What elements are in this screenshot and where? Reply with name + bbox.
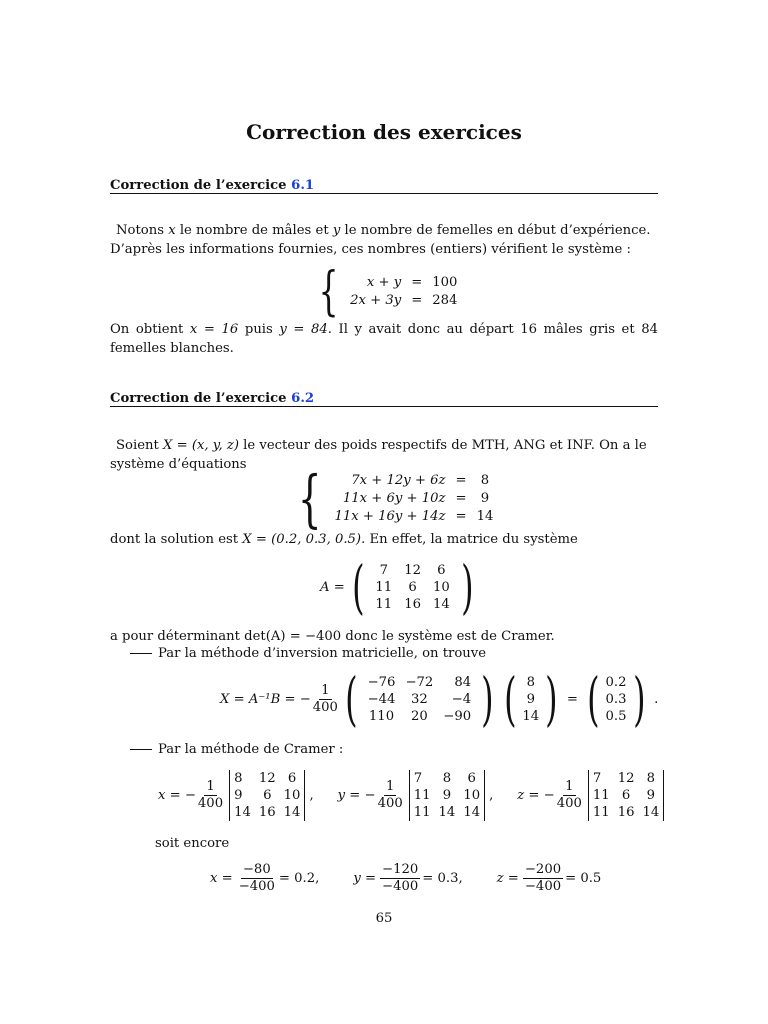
cell: −76	[367, 674, 396, 690]
section-rule	[110, 406, 658, 407]
cell: 0.5	[605, 708, 627, 724]
fraction	[555, 779, 584, 812]
eq-sign: =	[411, 293, 423, 308]
period: .	[654, 691, 659, 707]
comma: ,	[489, 788, 494, 803]
exercise-link-6-2[interactable]: 6.2	[291, 391, 315, 406]
left-paren: (	[503, 665, 517, 733]
cell: 12	[617, 771, 635, 786]
cell: 14	[463, 805, 481, 820]
section-rule	[110, 193, 658, 194]
cell: −72	[405, 674, 434, 690]
math: z =	[496, 871, 519, 886]
right-paren: )	[632, 665, 646, 733]
cell: 0.2	[605, 674, 627, 690]
text: Soient	[116, 438, 159, 453]
cell: 11	[413, 805, 431, 820]
system-table	[345, 274, 462, 310]
vector-X	[605, 674, 628, 725]
denominator: 400	[556, 796, 582, 811]
em-dash	[130, 749, 152, 750]
cell: 32	[410, 691, 428, 707]
cell: 6	[263, 788, 272, 803]
rhs: 100	[432, 275, 458, 290]
denominator: 400	[197, 796, 224, 811]
denominator: −400	[382, 879, 419, 894]
matrix-A-display	[320, 553, 478, 621]
math: X = (x, y, z)	[163, 438, 239, 453]
cell: 14	[522, 708, 540, 724]
comma: ,	[309, 788, 314, 803]
denominator: 400	[312, 699, 338, 715]
system-row	[329, 490, 498, 508]
numerator: −120	[382, 862, 419, 877]
cell: 16	[258, 805, 276, 820]
math: X = (0.2, 0.3, 0.5).	[242, 532, 366, 547]
ex1-paragraph-1	[110, 221, 658, 259]
cell: 8	[442, 771, 452, 786]
right-paren: )	[481, 665, 494, 733]
cell: 12	[258, 771, 276, 786]
cell: −4	[451, 691, 472, 707]
determinant-y	[409, 770, 485, 821]
text: D’après les informations fournies, ces nombres (entiers) vérifient le système :	[110, 242, 631, 257]
ex1-system	[312, 262, 462, 322]
cell: 14	[234, 805, 251, 820]
rhs: 9	[480, 491, 490, 506]
final-values	[210, 862, 601, 895]
cell: 9	[526, 691, 535, 707]
math: det(A) = −400	[244, 629, 342, 644]
math: x = −	[158, 788, 196, 803]
cell: 10	[432, 579, 450, 595]
ex2-paragraph-2	[110, 530, 658, 549]
cell: 11	[375, 579, 393, 595]
cell: 8	[234, 771, 243, 786]
math: x =	[210, 871, 233, 886]
cell: 16	[404, 596, 421, 612]
text: le nombre de mâles et	[179, 223, 329, 238]
math-var: x	[168, 223, 176, 238]
text: donc le système est de Cramer.	[345, 629, 555, 644]
cell: 11	[592, 805, 610, 820]
fraction	[311, 683, 340, 716]
text: système d’équations	[110, 457, 247, 472]
cell: 9	[234, 788, 243, 803]
cell: 11	[592, 788, 610, 803]
matrix-label: A =	[320, 579, 345, 595]
ex2-system	[290, 462, 498, 535]
right-paren: )	[545, 665, 558, 733]
text: On obtient	[110, 322, 184, 337]
denominator: −400	[238, 879, 275, 894]
vector-B	[521, 674, 540, 725]
denominator: −400	[524, 879, 562, 894]
left-brace: {	[318, 262, 339, 322]
numerator: 1	[565, 779, 574, 794]
rhs: 284	[432, 293, 458, 308]
result: = 0.2,	[278, 871, 320, 886]
denominator: 400	[377, 796, 403, 811]
fraction	[237, 862, 277, 895]
numerator: 1	[206, 779, 215, 794]
cell: 6	[437, 562, 446, 578]
cell: 11	[375, 596, 393, 612]
ex2-paragraph-3	[110, 627, 658, 646]
soit-encore: soit encore	[155, 836, 230, 851]
math: z = −	[517, 788, 555, 803]
left-paren: (	[345, 665, 358, 733]
text: Notons	[116, 223, 164, 238]
section-heading-6-1	[110, 178, 658, 193]
lhs: 2x + 3y	[350, 293, 402, 308]
lhs: 11x + 16y + 14z	[334, 509, 446, 524]
system-row	[345, 274, 462, 292]
cell: 8	[646, 771, 656, 786]
rhs: 8	[480, 473, 490, 488]
text: puis	[244, 322, 273, 337]
math: x = 16	[189, 322, 239, 337]
text: Par la méthode de Cramer :	[158, 742, 344, 757]
cell: 8	[526, 674, 535, 690]
cell: 6	[408, 579, 417, 595]
system-row	[345, 292, 462, 310]
text: le nombre de femelles en début d’expérience.	[344, 223, 651, 238]
section-label: Correction de l’exercice	[110, 391, 287, 406]
cell: 110	[368, 708, 395, 724]
cell: −44	[367, 691, 396, 707]
section-heading-6-2	[110, 391, 658, 406]
page-number: 65	[375, 911, 393, 926]
left-paren: (	[586, 665, 600, 733]
numerator: 1	[385, 779, 395, 794]
inversion-equation	[220, 665, 659, 733]
right-paren: )	[460, 553, 474, 621]
cell: 11	[413, 788, 431, 803]
list-item-inversion	[130, 646, 486, 661]
text: le vecteur des poids respectifs de MTH, ANG et INF. On a le	[243, 438, 647, 453]
text: En effet, la matrice du système	[369, 532, 578, 547]
numerator: −80	[242, 862, 271, 877]
cell: −90	[443, 708, 472, 724]
math: y = −	[337, 788, 376, 803]
cell: 6	[621, 788, 631, 803]
text: Par la méthode d’inversion matricielle, on trouve	[158, 646, 487, 661]
cell: 20	[410, 708, 428, 724]
cell: 12	[404, 562, 421, 578]
left-paren: (	[351, 553, 365, 621]
inverse-matrix	[363, 674, 477, 725]
rhs: 14	[476, 509, 494, 524]
cell: 0.3	[605, 691, 627, 707]
cramer-equations	[158, 770, 664, 821]
numerator: −200	[524, 862, 562, 877]
eq-sign: =	[455, 491, 467, 506]
cell: 14	[283, 805, 301, 820]
system-table	[329, 472, 498, 526]
cell: 84	[454, 674, 472, 690]
result: = 0.3,	[422, 871, 463, 886]
cell: 7	[592, 771, 602, 786]
fraction	[380, 862, 420, 895]
system-row	[329, 472, 498, 490]
fraction	[196, 779, 225, 812]
determinant-x	[229, 770, 305, 821]
cell: 14	[642, 805, 660, 820]
text: Il y avait donc au départ 16 mâles gris et 84 femelles blanches.	[110, 322, 658, 356]
fraction	[376, 779, 405, 812]
eq-sign: =	[566, 691, 578, 707]
result: = 0.5	[565, 871, 602, 886]
text: a pour déterminant	[110, 629, 240, 644]
left-brace: {	[297, 462, 322, 535]
math: y = 84.	[279, 322, 332, 337]
eq-sign: =	[455, 509, 467, 524]
cell: 7	[413, 771, 423, 786]
section-label: Correction de l’exercice	[110, 178, 287, 193]
ex1-paragraph-2	[110, 320, 658, 358]
lhs: x + y	[366, 275, 402, 290]
fraction	[523, 862, 563, 895]
determinant-z	[588, 770, 664, 821]
cell: 6	[467, 771, 476, 786]
matrix-A	[369, 562, 455, 613]
list-item-cramer	[130, 742, 343, 757]
cell: 10	[283, 788, 301, 803]
cell: 14	[432, 596, 450, 612]
math: X = A⁻¹B = −	[220, 691, 311, 707]
eq-sign: =	[411, 275, 423, 290]
cell: 6	[287, 771, 297, 786]
em-dash	[130, 653, 152, 654]
lhs: 7x + 12y + 6z	[351, 473, 446, 488]
lhs: 11x + 6y + 10z	[342, 491, 446, 506]
cell: 7	[379, 562, 388, 578]
page-title: Correction des exercices	[246, 120, 522, 144]
cell: 10	[463, 788, 481, 803]
cell: 14	[438, 805, 456, 820]
math: y =	[353, 871, 377, 886]
cell: 16	[617, 805, 635, 820]
cell: 9	[646, 788, 656, 803]
eq-sign: =	[455, 473, 467, 488]
exercise-link-6-1[interactable]: 6.1	[291, 178, 315, 193]
numerator: 1	[321, 682, 330, 698]
math-var: y	[332, 223, 341, 238]
text: dont la solution est	[110, 532, 239, 547]
cell: 9	[442, 788, 452, 803]
system-row	[329, 508, 498, 526]
